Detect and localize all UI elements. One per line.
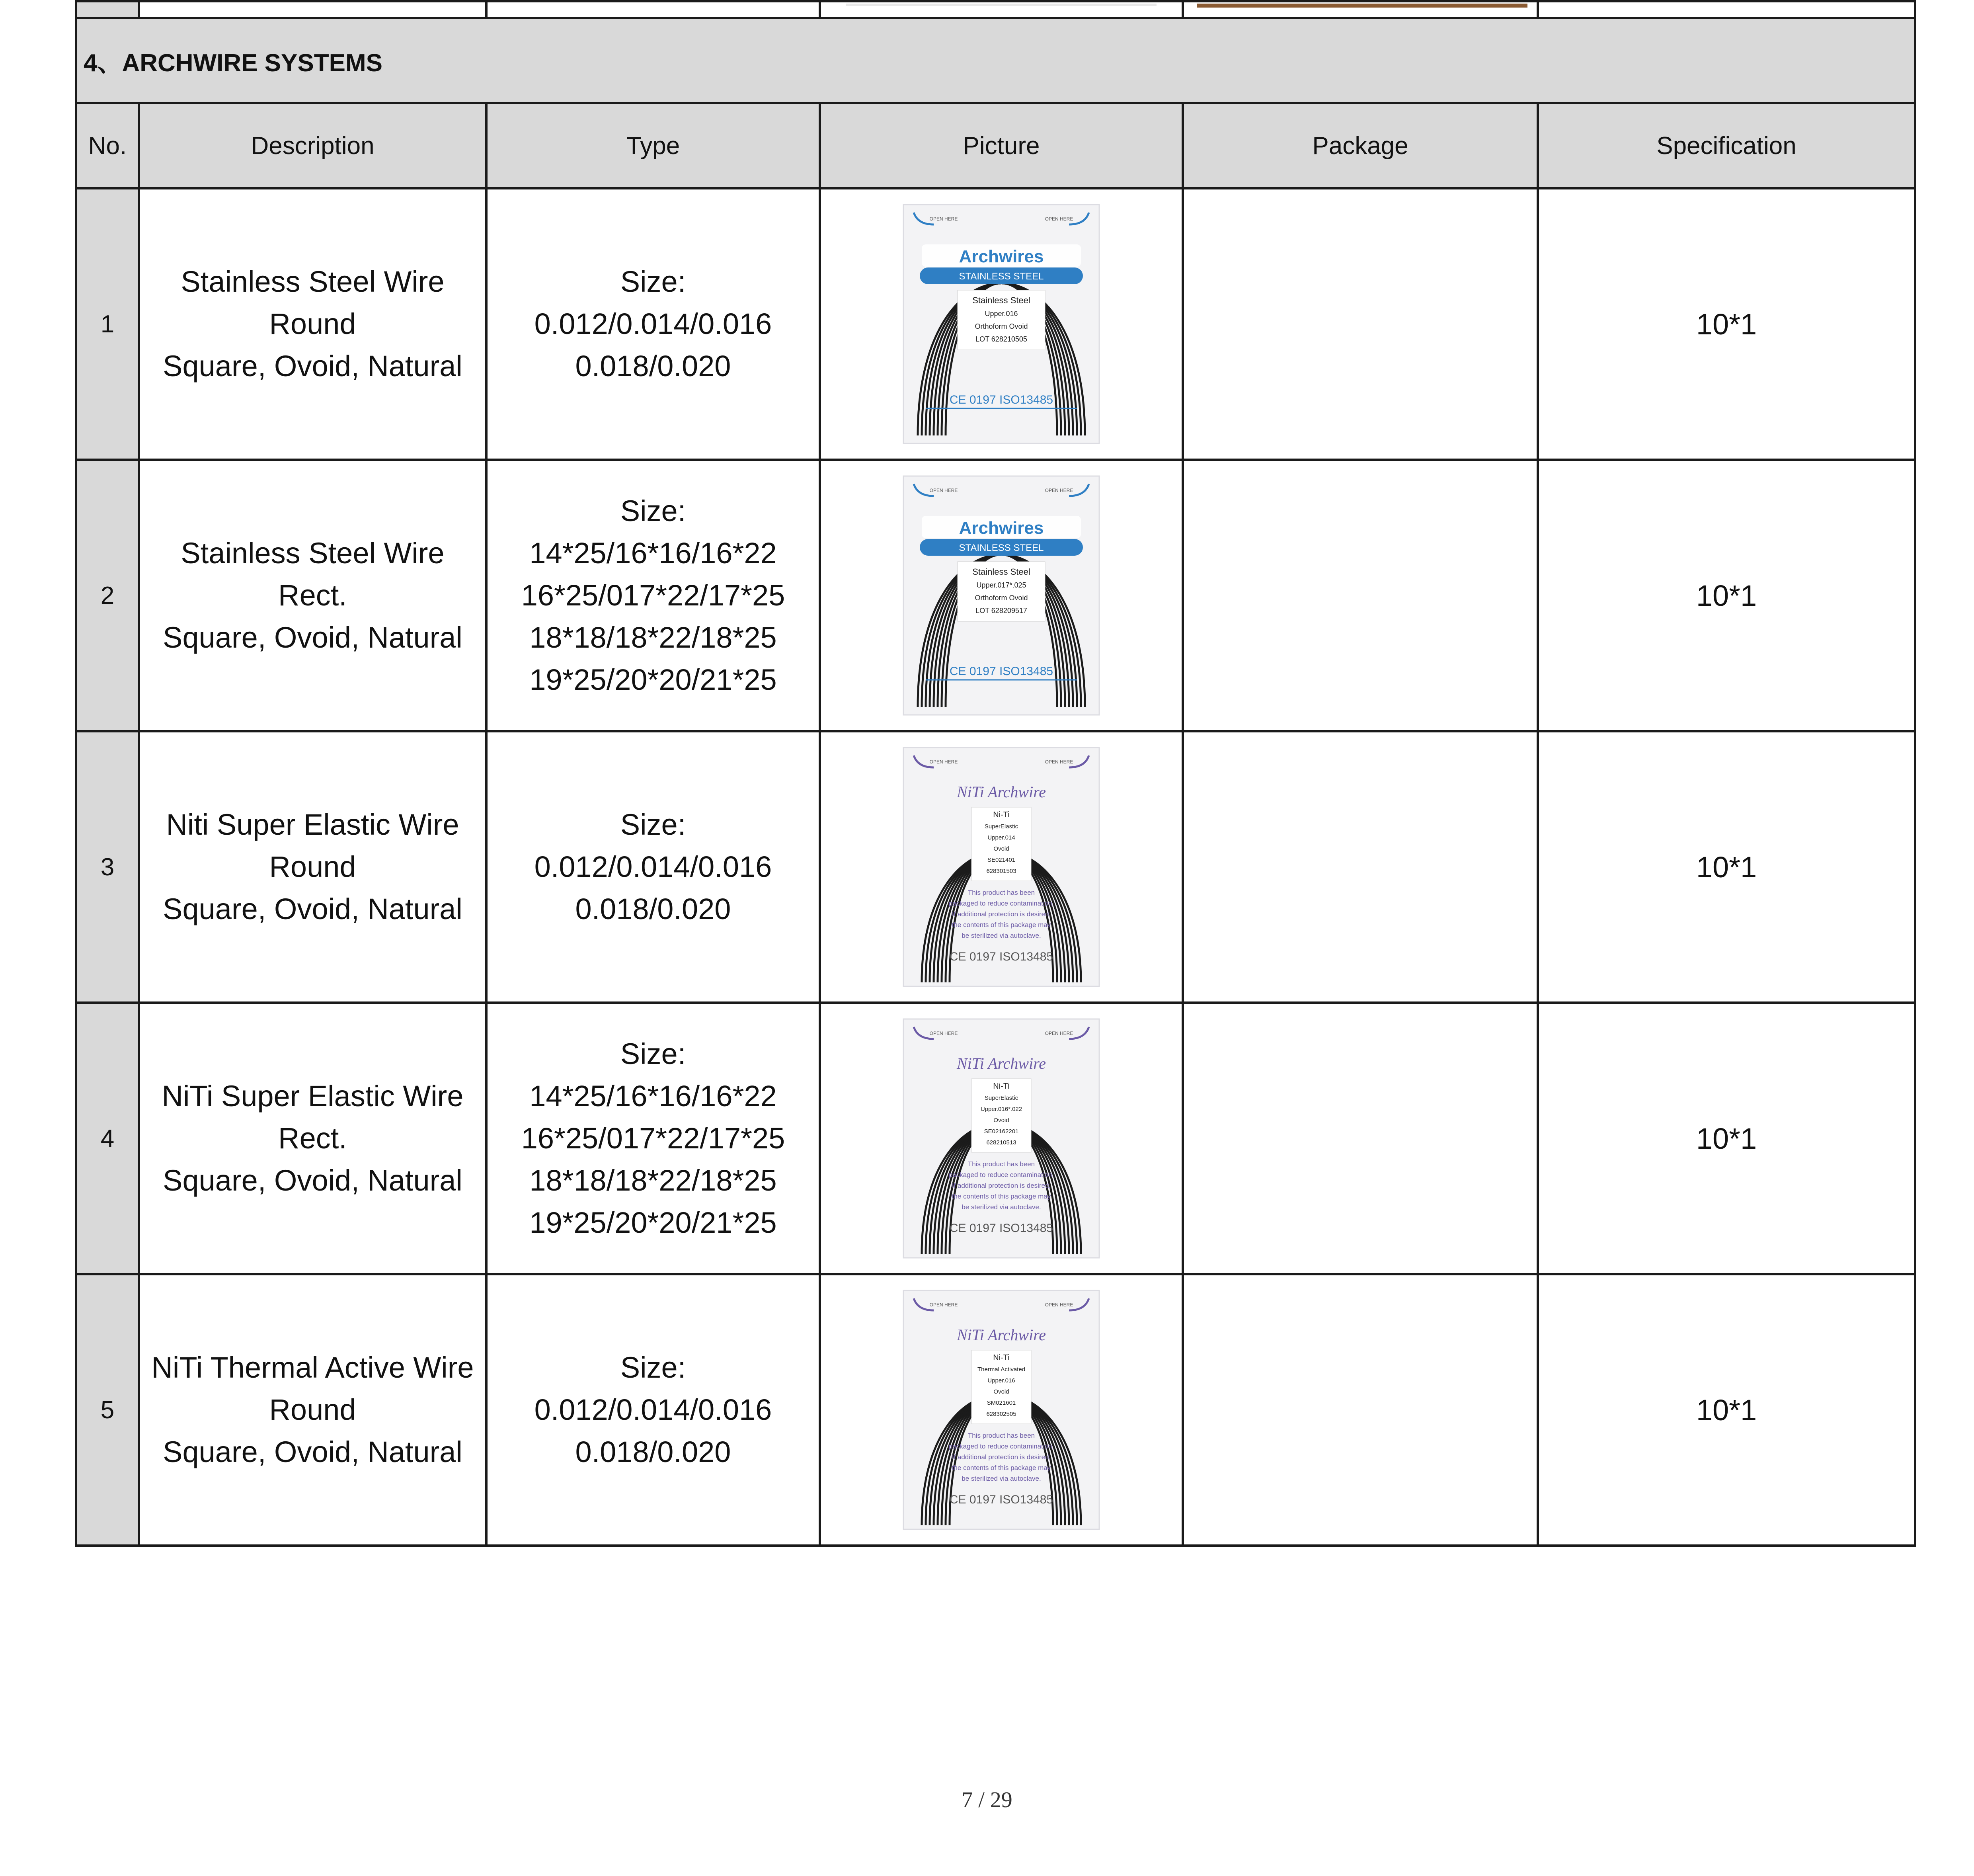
svg-text:Orthoform Ovoid: Orthoform Ovoid: [975, 322, 1028, 330]
row-number: 2: [76, 460, 139, 731]
svg-text:Ni-Ti: Ni-Ti: [993, 1353, 1010, 1362]
description-cell: [139, 731, 486, 1003]
svg-text:Ni-Ti: Ni-Ti: [993, 1082, 1010, 1091]
svg-text:STAINLESS STEEL: STAINLESS STEEL: [959, 543, 1044, 553]
svg-text:the contents of this package m: the contents of this package may: [952, 921, 1051, 929]
svg-text:This product has been: This product has been: [967, 889, 1035, 896]
package-cell: [1183, 1274, 1538, 1546]
row-number: 5: [76, 1274, 139, 1546]
previous-package-photo-edge: [1193, 4, 1527, 16]
svg-text:Ovoid: Ovoid: [993, 1388, 1009, 1395]
type-line: 0.012/0.014/0.016: [534, 1393, 772, 1426]
svg-text:CE 0197 ISO13485: CE 0197 ISO13485: [949, 665, 1053, 678]
package-cell: [1183, 1003, 1538, 1274]
svg-text:CE 0197 ISO13485: CE 0197 ISO13485: [949, 1493, 1053, 1506]
type-line: 0.012/0.014/0.016: [534, 307, 772, 340]
svg-text:OPEN HERE: OPEN HERE: [929, 1302, 958, 1308]
svg-text:Upper.017*.025: Upper.017*.025: [976, 581, 1026, 589]
specification-cell: 10*1: [1538, 731, 1915, 1003]
svg-text:CE 0197 ISO13485: CE 0197 ISO13485: [949, 950, 1053, 963]
type-line: 0.018/0.020: [575, 1435, 731, 1468]
svg-text:OPEN HERE: OPEN HERE: [929, 759, 958, 765]
description-line: Stainless Steel Wire: [181, 537, 445, 570]
package-cell: [1183, 460, 1538, 731]
page-number: 7 / 29: [962, 1788, 1012, 1812]
specification-cell: 10*1: [1538, 1274, 1915, 1546]
archwire-table: [75, 0, 1916, 1547]
column-header-package: Package: [1183, 103, 1538, 188]
description-line: Square, Ovoid, Natural: [163, 1435, 462, 1468]
svg-text:LOT 628209517: LOT 628209517: [975, 607, 1027, 615]
svg-text:packaged to reduce contaminati: packaged to reduce contamination.: [948, 900, 1054, 907]
specification-cell: 10*1: [1538, 1003, 1915, 1274]
svg-text:Thermal Activated: Thermal Activated: [977, 1366, 1026, 1373]
row-number: 4: [76, 1003, 139, 1274]
svg-text:OPEN HERE: OPEN HERE: [929, 1031, 958, 1036]
specification-cell: 10*1: [1538, 188, 1915, 460]
picture-cell: [820, 460, 1183, 731]
svg-text:OPEN HERE: OPEN HERE: [1045, 1302, 1073, 1308]
svg-text:STAINLESS STEEL: STAINLESS STEEL: [959, 271, 1044, 282]
table-body: [76, 188, 1915, 1546]
description-line: Square, Ovoid, Natural: [163, 349, 462, 383]
svg-text:packaged to reduce contaminati: packaged to reduce contamination.: [948, 1171, 1054, 1179]
description-line: NiTi Super Elastic Wire: [162, 1080, 464, 1113]
svg-text:LOT 628210505: LOT 628210505: [975, 335, 1027, 343]
table-row: [76, 731, 1915, 1003]
description-line: Rect.: [278, 579, 347, 612]
picture-cell: [820, 1003, 1183, 1274]
description-line: Square, Ovoid, Natural: [163, 892, 462, 925]
svg-text:SM021601: SM021601: [987, 1400, 1016, 1406]
type-line: Size:: [620, 1351, 686, 1384]
type-line: Size:: [620, 808, 686, 841]
type-line: 19*25/20*20/21*25: [529, 1206, 777, 1239]
type-cell: [486, 188, 820, 460]
row-number: 3: [76, 731, 139, 1003]
description-line: Round: [269, 307, 356, 340]
svg-text:628301503: 628301503: [986, 868, 1016, 875]
type-cell: [486, 1003, 820, 1274]
svg-text:be sterilized via autoclave.: be sterilized via autoclave.: [962, 932, 1041, 939]
specification-cell: 10*1: [1538, 460, 1915, 731]
archwire-package-photo: [898, 1286, 1105, 1533]
type-line: 14*25/16*16/16*22: [529, 537, 777, 570]
svg-text:This product has been: This product has been: [967, 1160, 1035, 1168]
svg-text:the contents of this package m: the contents of this package may: [952, 1464, 1051, 1472]
type-cell: [486, 1274, 820, 1546]
picture-cell: [820, 1274, 1183, 1546]
previous-row-remnant: [76, 1, 1915, 18]
section-title: 4、ARCHWIRE SYSTEMS: [76, 18, 1915, 103]
svg-text:OPEN HERE: OPEN HERE: [1045, 1031, 1073, 1036]
picture-cell: [820, 731, 1183, 1003]
description-cell: [139, 1274, 486, 1546]
svg-text:CE 0197 ISO13485: CE 0197 ISO13485: [949, 393, 1053, 406]
svg-text:This product has been: This product has been: [967, 1432, 1035, 1439]
row-number: 1: [76, 188, 139, 460]
package-cell: [1183, 731, 1538, 1003]
previous-product-photo-edge: [846, 4, 1157, 16]
column-header-picture: Picture: [820, 103, 1183, 188]
svg-text:If additional protection is de: If additional protection is desired,: [952, 910, 1051, 918]
svg-text:CE 0197 ISO13485: CE 0197 ISO13485: [949, 1222, 1053, 1235]
description-line: Round: [269, 850, 356, 883]
svg-text:be sterilized via autoclave.: be sterilized via autoclave.: [962, 1475, 1041, 1482]
table-row: [76, 460, 1915, 731]
svg-text:Upper.016: Upper.016: [985, 310, 1018, 318]
svg-text:OPEN HERE: OPEN HERE: [1045, 759, 1073, 765]
svg-text:OPEN HERE: OPEN HERE: [1045, 488, 1073, 493]
type-line: Size:: [620, 1037, 686, 1070]
picture-cell: [820, 188, 1183, 460]
svg-text:SE021401: SE021401: [987, 857, 1016, 863]
table-row: [76, 1003, 1915, 1274]
svg-text:the contents of this package m: the contents of this package may: [952, 1193, 1051, 1200]
table-row: [76, 188, 1915, 460]
column-header-type: Type: [486, 103, 820, 188]
svg-text:SE02162201: SE02162201: [984, 1128, 1019, 1135]
package-cell: [1183, 188, 1538, 460]
svg-text:628302505: 628302505: [986, 1411, 1016, 1417]
type-line: Size:: [620, 265, 686, 298]
description-line: Stainless Steel Wire: [181, 265, 445, 298]
type-line: 18*18/18*22/18*25: [529, 621, 777, 654]
svg-text:Stainless Steel: Stainless Steel: [972, 295, 1030, 305]
svg-text:OPEN HERE: OPEN HERE: [929, 216, 958, 222]
type-cell: [486, 460, 820, 731]
type-line: 19*25/20*20/21*25: [529, 663, 777, 696]
svg-text:SuperElastic: SuperElastic: [984, 823, 1018, 830]
description-line: Niti Super Elastic Wire: [166, 808, 459, 841]
section-row: [76, 18, 1915, 103]
description-cell: [139, 460, 486, 731]
svg-text:Ovoid: Ovoid: [993, 1117, 1009, 1124]
type-line: 14*25/16*16/16*22: [529, 1080, 777, 1113]
svg-text:Orthoform Ovoid: Orthoform Ovoid: [975, 594, 1028, 602]
description-cell: [139, 188, 486, 460]
archwire-package-photo: [898, 201, 1105, 447]
type-line: 16*25/017*22/17*25: [521, 579, 785, 612]
svg-text:NiTi Archwire: NiTi Archwire: [956, 1054, 1046, 1072]
svg-text:Stainless Steel: Stainless Steel: [972, 567, 1030, 577]
svg-text:Archwires: Archwires: [959, 247, 1044, 266]
type-line: Size:: [620, 494, 686, 527]
archwire-package-photo: [898, 1015, 1105, 1262]
type-line: 0.018/0.020: [575, 892, 731, 925]
table-row: [76, 1274, 1915, 1546]
description-line: NiTi Thermal Active Wire: [151, 1351, 474, 1384]
type-line: 18*18/18*22/18*25: [529, 1164, 777, 1197]
svg-text:628210513: 628210513: [986, 1139, 1016, 1146]
table-header: [76, 103, 1915, 188]
type-line: 16*25/017*22/17*25: [521, 1122, 785, 1155]
svg-text:Ovoid: Ovoid: [993, 845, 1009, 852]
description-line: Square, Ovoid, Natural: [163, 1164, 462, 1197]
type-line: 0.012/0.014/0.016: [534, 850, 772, 883]
svg-text:If additional protection is de: If additional protection is desired,: [952, 1453, 1051, 1461]
archwire-package-photo: [898, 744, 1105, 990]
description-line: Square, Ovoid, Natural: [163, 621, 462, 654]
archwire-package-photo: [898, 472, 1105, 719]
column-header-specification: Specification: [1538, 103, 1915, 188]
svg-text:NiTi Archwire: NiTi Archwire: [956, 783, 1046, 801]
type-line: 0.018/0.020: [575, 349, 731, 383]
svg-text:Upper.016*.022: Upper.016*.022: [980, 1106, 1022, 1113]
svg-text:NiTi Archwire: NiTi Archwire: [956, 1326, 1046, 1344]
svg-text:SuperElastic: SuperElastic: [984, 1095, 1018, 1101]
svg-text:Archwires: Archwires: [959, 518, 1044, 538]
svg-text:Upper.014: Upper.014: [987, 834, 1015, 841]
svg-text:packaged to reduce contaminati: packaged to reduce contamination.: [948, 1443, 1054, 1450]
description-cell: [139, 1003, 486, 1274]
svg-text:OPEN HERE: OPEN HERE: [1045, 216, 1073, 222]
svg-text:If additional protection is de: If additional protection is desired,: [952, 1182, 1051, 1189]
column-header-description: Description: [139, 103, 486, 188]
svg-text:Upper.016: Upper.016: [987, 1377, 1015, 1384]
type-cell: [486, 731, 820, 1003]
svg-text:Ni-Ti: Ni-Ti: [993, 810, 1010, 819]
description-line: Round: [269, 1393, 356, 1426]
description-line: Rect.: [278, 1122, 347, 1155]
svg-text:OPEN HERE: OPEN HERE: [929, 488, 958, 493]
svg-text:be sterilized via autoclave.: be sterilized via autoclave.: [962, 1203, 1041, 1211]
column-header-no: No.: [76, 103, 139, 188]
